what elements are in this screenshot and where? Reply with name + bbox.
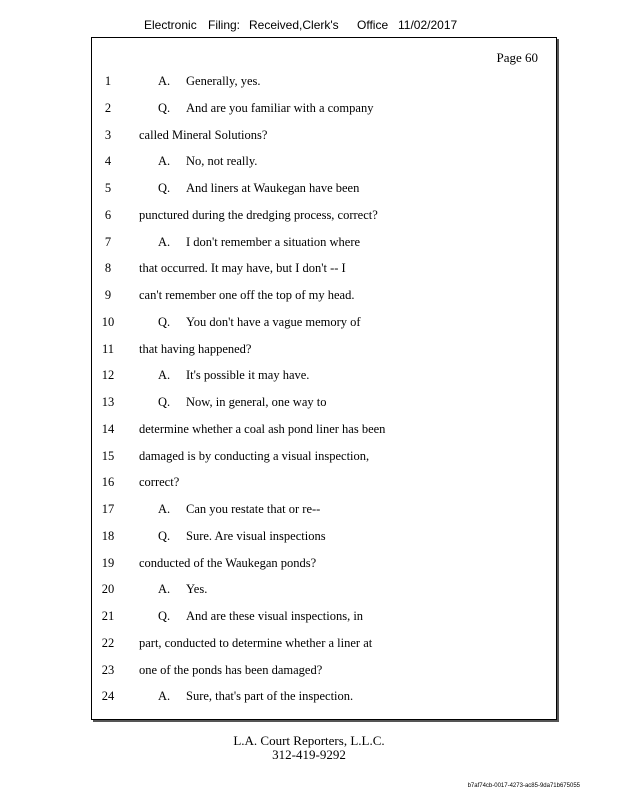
- line-text: [139, 475, 179, 490]
- line-text: [158, 101, 373, 116]
- line-number: 24: [101, 689, 115, 704]
- line-body: Can you restate that or re--: [186, 502, 321, 516]
- line-text: [158, 235, 360, 250]
- transcript-page: [91, 37, 557, 720]
- line-number: 2: [104, 100, 112, 115]
- line-body: No, not really.: [186, 154, 258, 169]
- line-text: [158, 368, 309, 383]
- line-number: 23: [101, 662, 115, 677]
- line-text: [139, 288, 355, 303]
- speaker-label: Q.: [158, 314, 171, 329]
- speaker-label: A.: [158, 582, 171, 597]
- line-body: Now, in general, one way to: [186, 395, 327, 409]
- line-number: 12: [101, 368, 115, 383]
- speaker-label: Q.: [158, 609, 171, 623]
- transcript-line: [92, 663, 556, 683]
- transcript-line: [92, 235, 556, 255]
- transcript-line: [92, 395, 556, 415]
- transcript-line: [92, 689, 556, 709]
- line-body: one of the ponds has been damaged?: [139, 662, 323, 677]
- transcript-line: [92, 101, 556, 121]
- speaker-label: Q.: [158, 528, 171, 543]
- line-text: [139, 128, 267, 143]
- transcript-line: [92, 181, 556, 201]
- page-number: Page 60: [496, 50, 538, 65]
- line-body: And are you familiar with a company: [186, 100, 374, 115]
- header-filing: Filing:: [208, 18, 241, 32]
- line-number: 1: [104, 74, 112, 88]
- transcript-line: [92, 342, 556, 362]
- speaker-label: A.: [158, 234, 171, 249]
- line-body: part, conducted to determine whether a liner at: [139, 635, 373, 650]
- transcript-line: [92, 582, 556, 602]
- line-number: 8: [104, 261, 112, 276]
- transcript-line: [92, 475, 556, 495]
- line-text: [158, 154, 257, 169]
- line-body: Generally, yes.: [186, 74, 261, 88]
- line-number: 3: [104, 127, 112, 142]
- line-text: [158, 529, 326, 544]
- line-text: [139, 342, 251, 357]
- header-received: Received,Clerk's: [249, 18, 339, 32]
- speaker-label: A.: [158, 74, 171, 88]
- speaker-label: A.: [158, 689, 171, 704]
- header-date: 11/02/2017: [398, 18, 458, 32]
- transcript-line: [92, 74, 556, 94]
- line-body: It's possible it may have.: [186, 368, 310, 383]
- line-body: that having happened?: [139, 341, 252, 356]
- line-body: damaged is by conducting a visual inspection,: [139, 448, 370, 463]
- line-body: You don't have a vague memory of: [186, 314, 361, 329]
- line-number: 14: [101, 421, 115, 436]
- line-number: 22: [101, 635, 115, 650]
- line-text: [158, 315, 361, 330]
- line-text: [139, 556, 316, 571]
- line-text: [158, 582, 207, 597]
- transcript-line: [92, 449, 556, 469]
- line-text: [158, 609, 363, 624]
- line-body: correct?: [139, 475, 180, 490]
- line-number: 18: [101, 528, 115, 543]
- line-number: 6: [104, 207, 112, 222]
- transcript-line: [92, 261, 556, 281]
- transcript-line: [92, 154, 556, 174]
- line-number: 16: [101, 475, 115, 490]
- line-text: [158, 74, 261, 89]
- transcript-line: [92, 128, 556, 148]
- line-number: 19: [101, 555, 115, 570]
- line-number: 17: [101, 502, 115, 516]
- filing-header: [0, 18, 618, 38]
- transcript-line: [92, 636, 556, 656]
- line-number: 10: [101, 314, 115, 329]
- line-body: that occurred. It may have, but I don't -- I: [139, 261, 346, 276]
- line-number: 21: [101, 609, 115, 623]
- reporter-phone: 312-419-9292: [272, 747, 346, 762]
- line-body: I don't remember a situation where: [186, 234, 361, 249]
- line-body: Sure, that's part of the inspection.: [186, 689, 354, 704]
- transcript-line: [92, 609, 556, 629]
- speaker-label: A.: [158, 368, 171, 383]
- line-body: And liners at Waukegan have been: [186, 181, 360, 195]
- line-text: [139, 663, 322, 678]
- transcript-lines: [92, 38, 556, 719]
- transcript-line: [92, 556, 556, 576]
- line-number: 13: [101, 395, 115, 409]
- line-text: [139, 261, 346, 276]
- line-text: [139, 636, 372, 651]
- line-body: And are these visual inspections, in: [186, 609, 364, 623]
- line-number: 15: [101, 448, 115, 463]
- line-body: called Mineral Solutions?: [139, 127, 268, 142]
- document-id: b7af74cb-0017-4273-ac85-9da71b675055: [467, 783, 580, 789]
- line-text: [158, 395, 326, 410]
- line-text: [158, 689, 353, 704]
- line-text: [158, 181, 359, 196]
- speaker-label: A.: [158, 502, 171, 516]
- transcript-line: [92, 422, 556, 442]
- line-text: [139, 422, 385, 437]
- speaker-label: Q.: [158, 395, 171, 409]
- header-electronic: Electronic: [144, 18, 197, 32]
- speaker-label: A.: [158, 154, 171, 169]
- line-number: 11: [101, 341, 115, 356]
- line-number: 20: [101, 582, 115, 597]
- line-text: [139, 449, 369, 464]
- line-body: can't remember one off the top of my head.: [139, 288, 355, 302]
- line-body: Yes.: [186, 582, 208, 597]
- transcript-line: [92, 208, 556, 228]
- header-office: Office: [357, 18, 389, 32]
- line-body: punctured during the dredging process, correct?: [139, 207, 378, 222]
- speaker-label: Q.: [158, 181, 171, 195]
- transcript-line: [92, 529, 556, 549]
- line-body: Sure. Are visual inspections: [186, 528, 326, 543]
- transcript-line: [92, 368, 556, 388]
- transcript-line: [92, 288, 556, 308]
- transcript-line: [92, 315, 556, 335]
- line-number: 5: [104, 181, 112, 195]
- line-number: 9: [104, 288, 112, 302]
- line-number: 7: [104, 234, 112, 249]
- transcript-line: [92, 502, 556, 522]
- line-body: conducted of the Waukegan ponds?: [139, 555, 317, 570]
- line-text: [139, 208, 378, 223]
- speaker-label: Q.: [158, 100, 171, 115]
- line-text: [158, 502, 320, 517]
- line-number: 4: [104, 154, 112, 169]
- line-body: determine whether a coal ash pond liner has been: [139, 421, 386, 436]
- reporter-company: L.A. Court Reporters, L.L.C.: [233, 733, 385, 748]
